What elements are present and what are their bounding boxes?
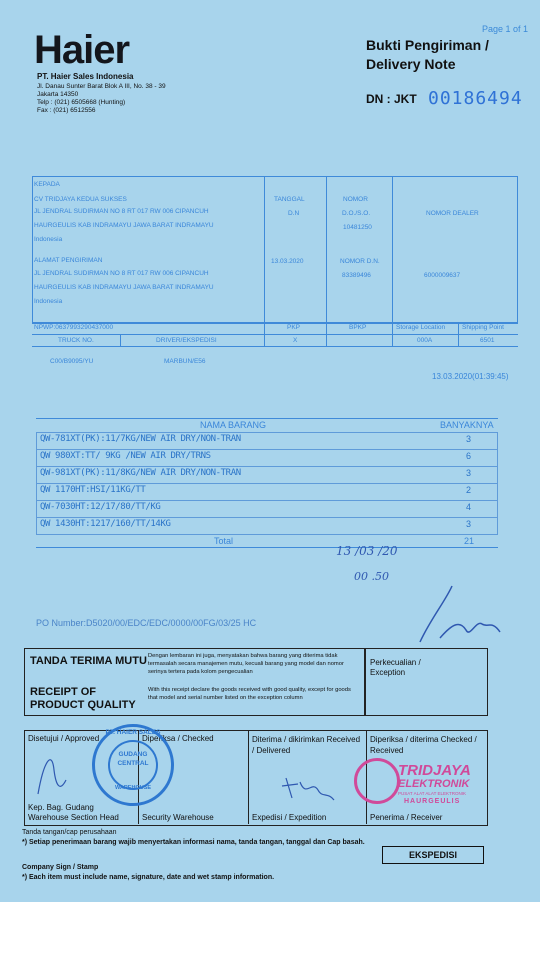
dealer-value: 6000009637 xyxy=(424,272,461,279)
recipient-address: JL JENDRAL SUDIRMAN NO 8 RT 017 RW 006 CIPANCUH xyxy=(34,208,209,215)
pkp-label: PKP xyxy=(287,324,301,331)
storage-location-label: Storage Location xyxy=(396,324,446,331)
approver-signature xyxy=(30,740,120,800)
shipping-address: JL JENDRAL SUDIRMAN NO 8 RT 017 RW 006 CIPANCUH xyxy=(34,270,209,277)
divider xyxy=(120,334,121,346)
delivered-label: Diterima / dikirimkan Received / Delivered xyxy=(252,735,361,755)
dn-number: 00186494 xyxy=(428,88,523,109)
nomor-dn-value: 83389496 xyxy=(342,272,371,279)
tridjaya-stamp-city: HAURGEULIS xyxy=(404,798,461,805)
checked-label: Diperiksa / Checked xyxy=(142,734,214,743)
divider xyxy=(458,322,459,346)
receipt-title: RECEIPT OF PRODUCT QUALITY xyxy=(30,686,136,711)
handwritten-time: 00 .50 xyxy=(354,570,389,583)
truck-label: TRUCK NO. xyxy=(58,337,94,344)
stamp-warehouse: WAREHOUSE xyxy=(114,785,152,791)
divider xyxy=(392,176,393,346)
storage-location-value: 000A xyxy=(417,337,433,344)
penerima-label: Penerima / Receiver xyxy=(370,813,443,822)
tanda-terima-title: TANDA TERIMA MUTU xyxy=(30,655,147,667)
driver-value: MARBUN/E56 xyxy=(164,358,206,365)
tanda-terima-text: Dengan lembaran ini juga, menyatakan bahwa barang yang diterima tidak termasalah secara manajemen mutu, kecuali barang yang model dan nomor serinya tertera pada kolom pengecualian xyxy=(148,653,344,675)
approved-label: Disetujui / Approved xyxy=(28,734,100,743)
document-title xyxy=(366,36,489,74)
expedition-signature xyxy=(278,768,358,808)
note-indonesian: *) Setiap penerimaan barang wajib menyertakan informasi nama, tanda tangan, tanggal dan Cap basah. xyxy=(22,839,365,846)
copy-label-ekspedisi: EKSPEDISI xyxy=(382,846,484,864)
total-value: 21 xyxy=(464,536,475,546)
phone-line: Telp : (021) 6505668 (Hunting) xyxy=(37,99,126,106)
item-name: QW-781XT(PK):11/7KG/NEW AIR DRY/NON-TRAN xyxy=(40,434,241,444)
po-number: PO Number:D5020/00/EDC/EDC/0000/00FG/03/25 HC xyxy=(36,618,257,628)
divider xyxy=(32,322,518,323)
fax-line: Fax : (021) 6512556 xyxy=(37,107,96,114)
shipping-address: HAURGEULIS KAB INDRAMAYU JAWA BARAT INDRAMAYU xyxy=(34,284,214,291)
item-name: QW 980XT:TT/ 9KG /NEW AIR DRY/TRNS xyxy=(40,451,211,461)
warehouse-head-label: Warehouse Section Head xyxy=(28,813,119,822)
shipping-address-label: ALAMAT PENGIRIMAN xyxy=(34,257,103,264)
company-name: PT. Haier Sales Indonesia xyxy=(37,72,134,81)
item-qty: 4 xyxy=(466,502,472,512)
title-id: Bukti Pengiriman / xyxy=(366,37,489,53)
handwritten-date: 13 /03 /20 xyxy=(336,544,398,558)
kep-bag-label: Kep. Bag. Gudang xyxy=(28,803,94,812)
npwp: NPWP:0637993290437000 xyxy=(34,324,114,331)
recipient-name: CV TRIDJAYA KEDUA SUKSES xyxy=(34,196,127,203)
haier-logo: Haier xyxy=(34,28,130,72)
total-label: Total xyxy=(214,536,234,546)
print-timestamp: 13.03.2020(01:39:45) xyxy=(432,372,509,381)
company-sign-label: Company Sign / Stamp xyxy=(22,864,99,871)
tridjaya-stamp-name: TRIDJAYA xyxy=(398,762,471,779)
dn-label: DN : JKT xyxy=(366,92,417,106)
nomor-sub: D.O./S.O. xyxy=(342,210,371,217)
dealer-label: NOMOR DEALER xyxy=(426,210,479,217)
tanggal-label: TANGGAL xyxy=(274,196,305,203)
stamp-company: PT. HAIER SALES xyxy=(105,729,161,736)
item-qty: 6 xyxy=(466,451,472,461)
divider xyxy=(264,176,265,346)
item-qty: 3 xyxy=(466,519,472,529)
shipping-point-value: 6501 xyxy=(480,337,495,344)
pkp-value: X xyxy=(293,337,298,344)
address-line: Jakarta 14350 xyxy=(37,91,79,98)
shipping-country: Indonesia xyxy=(34,298,63,305)
driver-label: DRIVER/EKSPEDISI xyxy=(156,337,217,344)
stamp-gudang: GUDANG xyxy=(118,751,148,758)
nomor-value: 10481250 xyxy=(343,224,372,231)
tanggal-value: 13.03.2020 xyxy=(271,258,304,265)
receipt-text: With this receipt declare the goods received with good quality, except for goods that model and serial number listed on the exception column xyxy=(148,687,351,701)
item-name: QW-7030HT:12/17/80/TT/KG xyxy=(40,502,161,512)
address-line: Jl. Danau Sunter Barat Blok A III, No. 38 - 39 xyxy=(37,83,166,90)
sign-stamp-label: Tanda tangan/cap perusahaan xyxy=(22,829,117,836)
item-qty-header: BANYAKNYA xyxy=(440,420,494,430)
truck-value: C00/B9095/YU xyxy=(50,358,94,365)
tridjaya-stamp-tagline: PUSAT ALAT ALAT ELEKTRONIK xyxy=(398,791,467,796)
tridjaya-stamp-sub: ELEKTRONIK xyxy=(398,778,470,790)
recipient-country: Indonesia xyxy=(34,236,63,243)
nomor-label: NOMOR xyxy=(343,196,368,203)
divider xyxy=(36,547,498,548)
item-qty: 3 xyxy=(466,434,472,444)
title-en: Delivery Note xyxy=(366,56,456,72)
divider xyxy=(248,730,249,824)
received-check-label: Diperiksa / diterima Checked / Received xyxy=(370,735,477,755)
divider xyxy=(326,176,327,346)
page-indicator: Page 1 of 1 xyxy=(481,24,528,34)
kepada-label: KEPADA xyxy=(34,181,60,188)
stamp-central: CENTRAL xyxy=(117,760,149,767)
tridjaya-logo-stamp xyxy=(354,758,400,804)
item-qty: 2 xyxy=(466,485,472,495)
item-name: QW-981XT(PK):11/8KG/NEW AIR DRY/NON-TRAN xyxy=(40,468,241,478)
bpkp-label: BPKP xyxy=(349,324,367,331)
divider xyxy=(36,418,498,419)
shipping-point-label: Shipping Point xyxy=(462,324,504,331)
exception-label: Perkecualian / Exception xyxy=(370,658,421,677)
note-english: *) Each item must include name, signature, date and wet stamp information. xyxy=(22,874,275,881)
item-name: QW 1170HT:HSI/11KG/TT xyxy=(40,485,146,495)
security-label: Security Warehouse xyxy=(142,813,214,822)
company-address xyxy=(37,83,166,115)
item-name-header: NAMA BARANG xyxy=(200,420,267,430)
divider xyxy=(32,334,518,335)
recipient-address: HAURGEULIS KAB INDRAMAYU JAWA BARAT INDRAMAYU xyxy=(34,222,214,229)
tanggal-sub: D.N xyxy=(288,210,300,217)
divider xyxy=(32,346,518,347)
item-name: QW 1430HT:1217/160/TT/14KG xyxy=(40,519,171,529)
expedisi-label: Expedisi / Expedition xyxy=(252,813,327,822)
nomor-dn-label: NOMOR D.N. xyxy=(340,258,380,265)
item-qty: 3 xyxy=(466,468,472,478)
